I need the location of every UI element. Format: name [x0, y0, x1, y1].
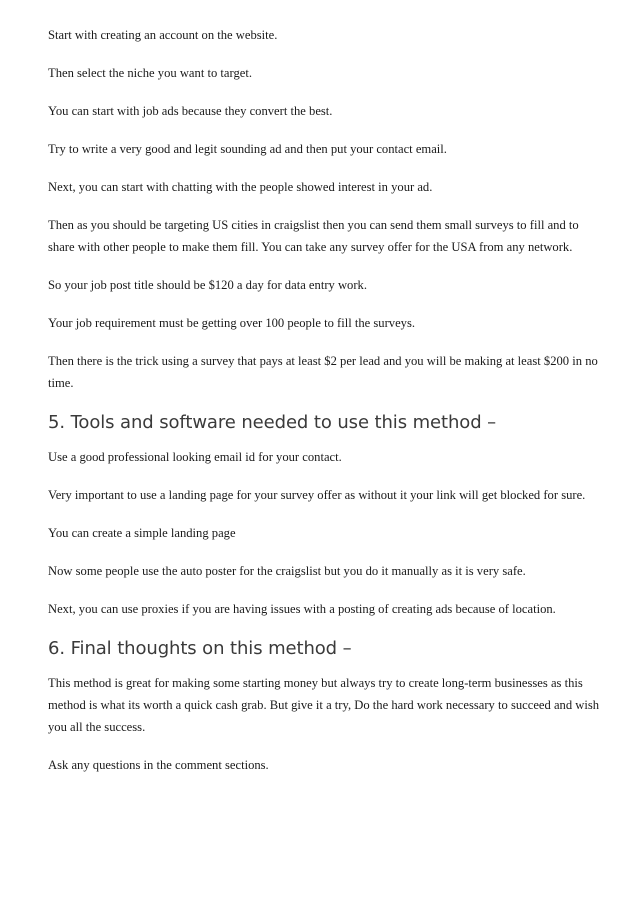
paragraph-job-requirement: Your job requirement must be getting over 100 people to fill the surveys. — [48, 316, 416, 330]
paragraph-proxies: Next, you can use proxies if you are having issues with a posting of creating ads because of location. — [48, 602, 556, 616]
section-heading-tools: 5. Tools and software needed to use this method – — [48, 412, 497, 433]
paragraph-auto-poster: Now some people use the auto poster for the craigslist but you do it manually as it is very safe. — [48, 564, 526, 578]
section-heading-final-thoughts: 6. Final thoughts on this method – — [48, 638, 352, 659]
paragraph-job-ads: You can start with job ads because they convert the best. — [48, 104, 333, 118]
paragraph-ask-questions: Ask any questions in the comment sections. — [48, 758, 269, 772]
paragraph-survey-trick: Then there is the trick using a survey that pays at least $2 per lead and you will be making at least $200 in no time. — [48, 354, 598, 390]
paragraph-select-niche: Then select the niche you want to target. — [48, 66, 252, 80]
paragraph-job-post-title: So your job post title should be $120 a day for data entry work. — [48, 278, 367, 292]
paragraph-write-ad: Try to write a very good and legit sounding ad and then put your contact email. — [48, 142, 447, 156]
paragraph-create-account: Start with creating an account on the website. — [48, 28, 278, 42]
paragraph-chatting: Next, you can start with chatting with the people showed interest in your ad. — [48, 180, 433, 194]
paragraph-simple-landing-page: You can create a simple landing page — [48, 526, 236, 540]
paragraph-final-thoughts: This method is great for making some starting money but always try to create long-term businesses as this method is what its worth a quick cash grab. But give it a try, Do the hard work necessary to succeed and wish you all the success. — [48, 676, 600, 734]
document-page — [48, 24, 608, 792]
paragraph-landing-page: Very important to use a landing page for your survey offer as without it your link will get blocked for sure. — [48, 488, 586, 502]
paragraph-email-id: Use a good professional looking email id for your contact. — [48, 450, 342, 464]
paragraph-target-us-cities: Then as you should be targeting US cities in craigslist then you can send them small surveys to fill and to share with other people to make them fill. You can take any survey offer for the USA from any network. — [48, 218, 579, 254]
